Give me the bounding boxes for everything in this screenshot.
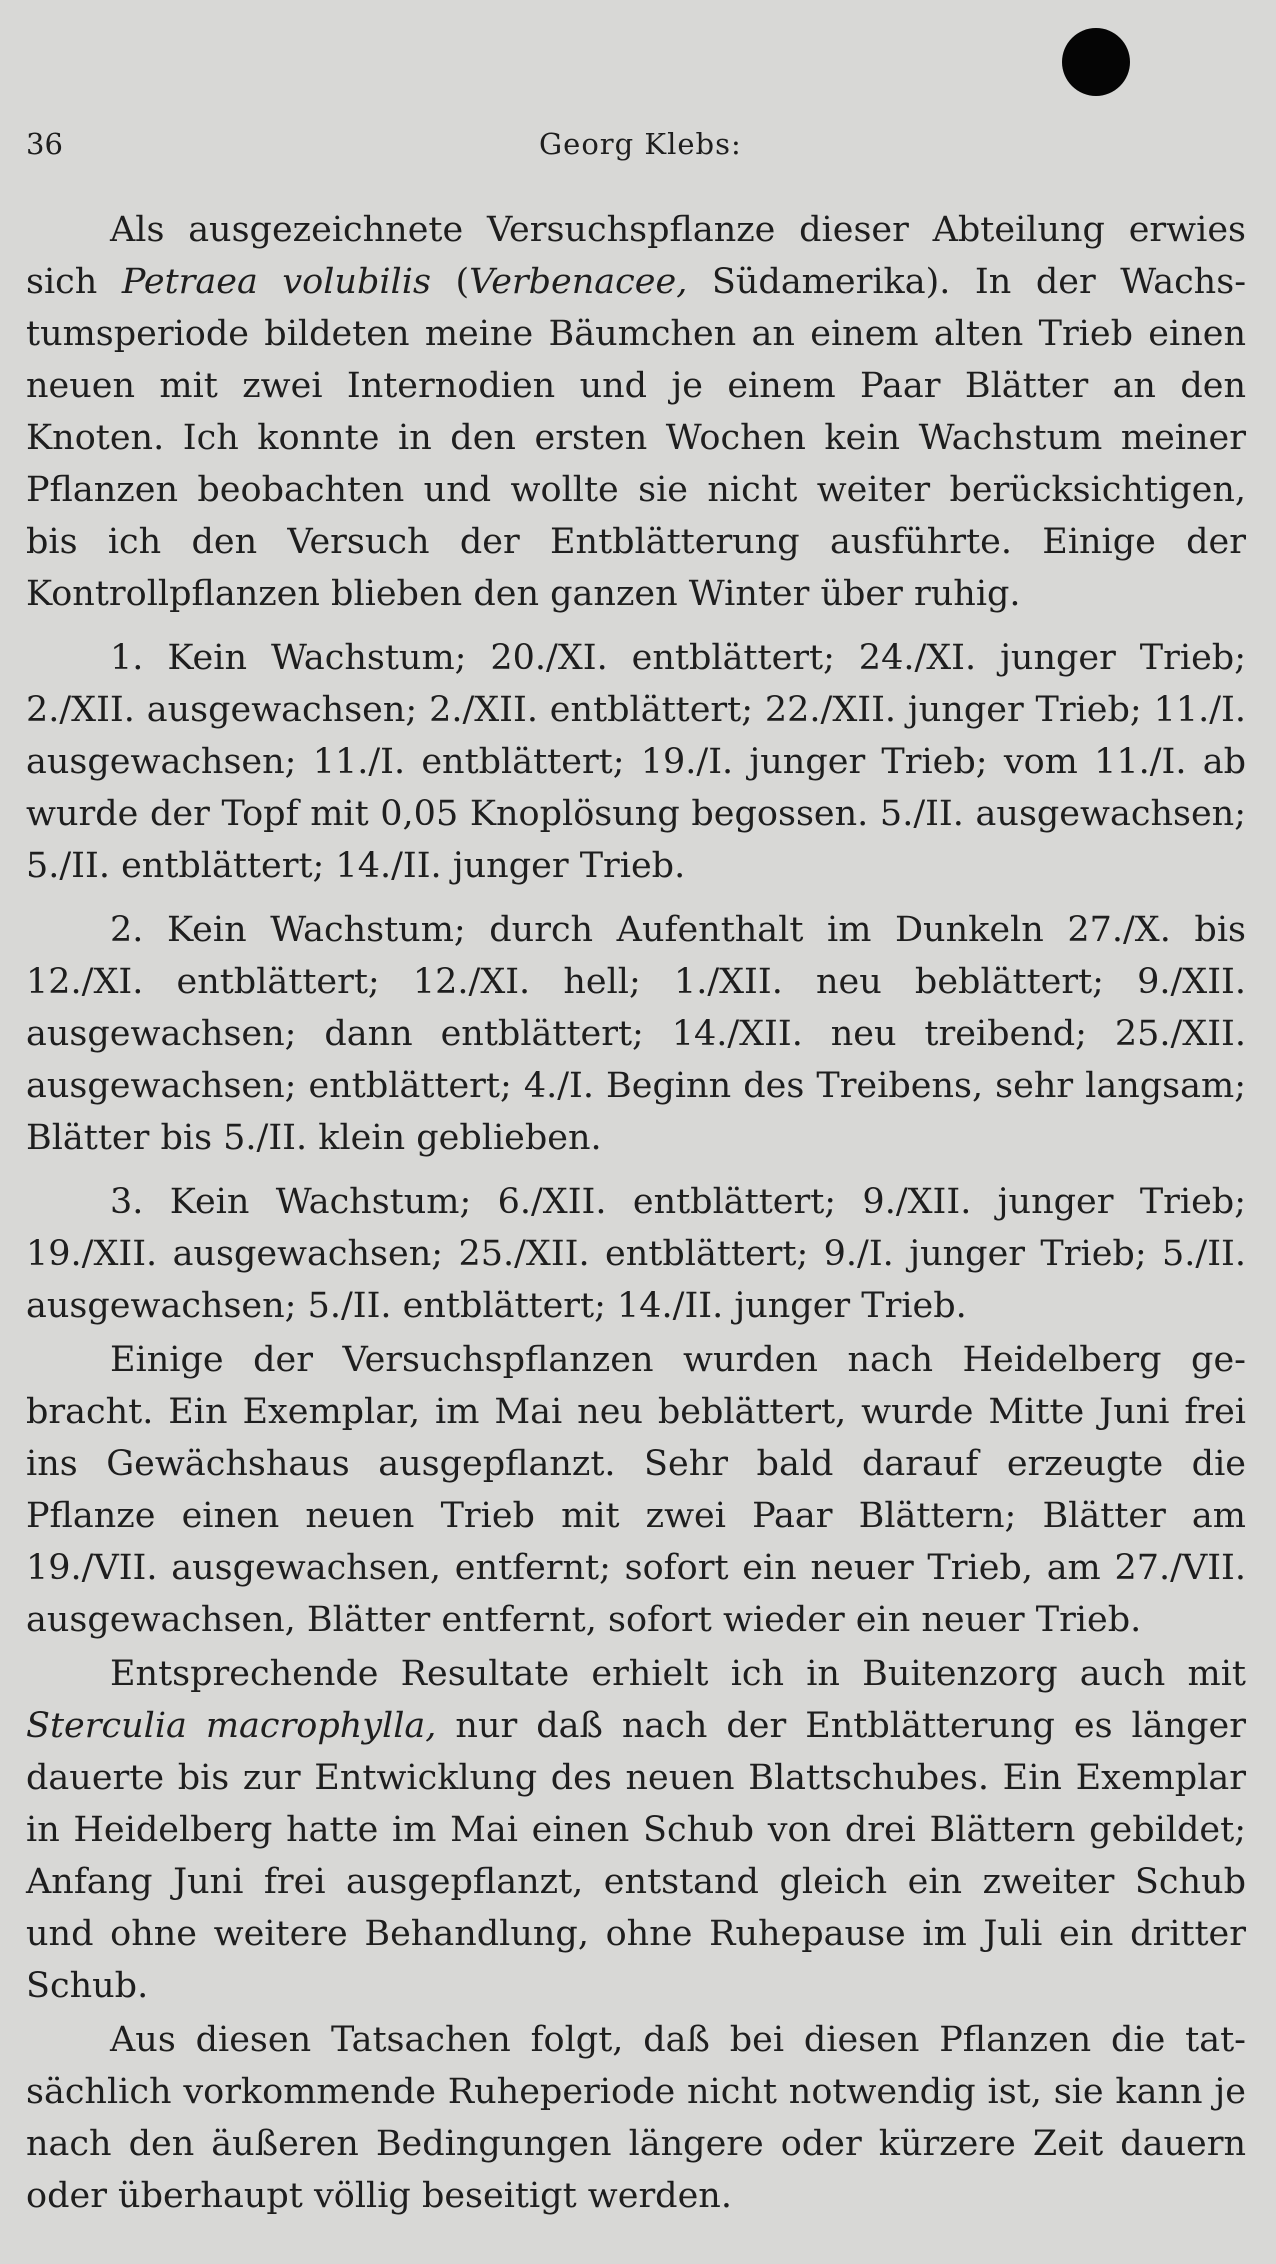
page-number: 36 (26, 127, 63, 161)
paragraph-text: Südamerika). In der Wachstumsperiode bildeten meine Bäumchen an einem alten Trieb einen neuen mit zwei Internodien und je einem Paar Blätter an den Knoten. Ich konnte in den ersten Wochen kein Wachstum meiner Pflanzen beobachten und wollte sie nicht weiter berücksichtigen, bis ich den Versuch der Entblätterung ausführte. Einige der Kontrollpflanzen blieben den ganzen Winter über ruhig. (26, 262, 1247, 614)
paragraph-conclusion: Aus diesen Tatsachen folgt, daß bei diesen Pflanzen die tatsächlich vorkommende Ruheperiode nicht notwendig ist, sie kann je nach den äußeren Bedingungen längere oder kürzere Zeit dauern oder überhaupt völlig beseitigt werden. (26, 2020, 1246, 2216)
experiment-1: 1. Kein Wachstum; 20./XI. entblättert; 24./XI. junger Trieb; 2./XII. ausgewachsen; 2./XII. entblättert; 22./XII. junger Trieb; 11./I. ausgewachsen; 11./I. entblättert; 19./I. junger Trieb; vom 11./I. ab wurde der Topf mit 0,05 Knoplösung begossen. 5./II. ausgewachsen; 5./II. entblättert; 14./II. junger Trieb. (26, 638, 1246, 886)
paragraph-sterculia (26, 1648, 1246, 2012)
page-header (26, 127, 1246, 167)
page-body (26, 204, 1246, 2222)
species-name: Sterculia macrophylla, (26, 1706, 437, 1746)
family-name: Verbenacee, (469, 262, 688, 302)
paragraph-text: nur daß nach der Entblätterung es länger dauerte bis zur Entwicklung des neuen Blattschubes. Ein Exemplar in Heidelberg hatte im Mai einen Schub von drei Blättern gebildet; Anfang Juni frei ausgepflanzt, entstand gleich ein zweiter Schub und ohne weitere Behandlung, ohne Ruhepause im Juli ein dritter Schub. (26, 1706, 1246, 2006)
experiment-3: 3. Kein Wachstum; 6./XII. entblättert; 9./XII. junger Trieb; 19./XII. ausgewachsen; 25./XII. entblättert; 9./I. junger Trieb; 5./II. ausgewachsen; 5./II. entblättert; 14./II. junger Trieb. (26, 1182, 1246, 1326)
species-name: Petraea volubilis (121, 262, 431, 302)
paragraph-text: Als ausgezeichnete Versuchspflanze dieser Abteilung erwies sich (26, 210, 1246, 302)
experiment-2: 2. Kein Wachstum; durch Aufenthalt im Dunkeln 27./X. bis 12./XI. entblättert; 12./XI. hell; 1./XII. neu beblättert; 9./XII. ausgewachsen; dann entblättert; 14./XII. neu treibend; 25./XII. ausgewachsen; entblättert; 4./I. Beginn des Treibens, sehr langsam; Blätter bis 5./II. klein geblieben. (26, 910, 1246, 1158)
punched-hole (1062, 28, 1130, 96)
paragraph-petraea (26, 204, 1246, 620)
running-head: Georg Klebs: (539, 127, 742, 161)
paragraph-text: ( (430, 262, 470, 302)
paragraph-text: Entsprechende Resultate erhielt ich in Buitenzorg auch mit (110, 1654, 1246, 1694)
paragraph-heidelberg: Einige der Versuchspflanzen wurden nach Heidelberg gebracht. Ein Exemplar, im Mai neu beblättert, wurde Mitte Juni frei ins Gewächshaus ausgepflanzt. Sehr bald darauf erzeugte die Pflanze einen neuen Trieb mit zwei Paar Blättern; Blätter am 19./VII. ausgewachsen, entfernt; sofort ein neuer Trieb, am 27./VII. ausgewachsen, Blätter entfernt, sofort wieder ein neuer Trieb. (26, 1340, 1246, 1640)
